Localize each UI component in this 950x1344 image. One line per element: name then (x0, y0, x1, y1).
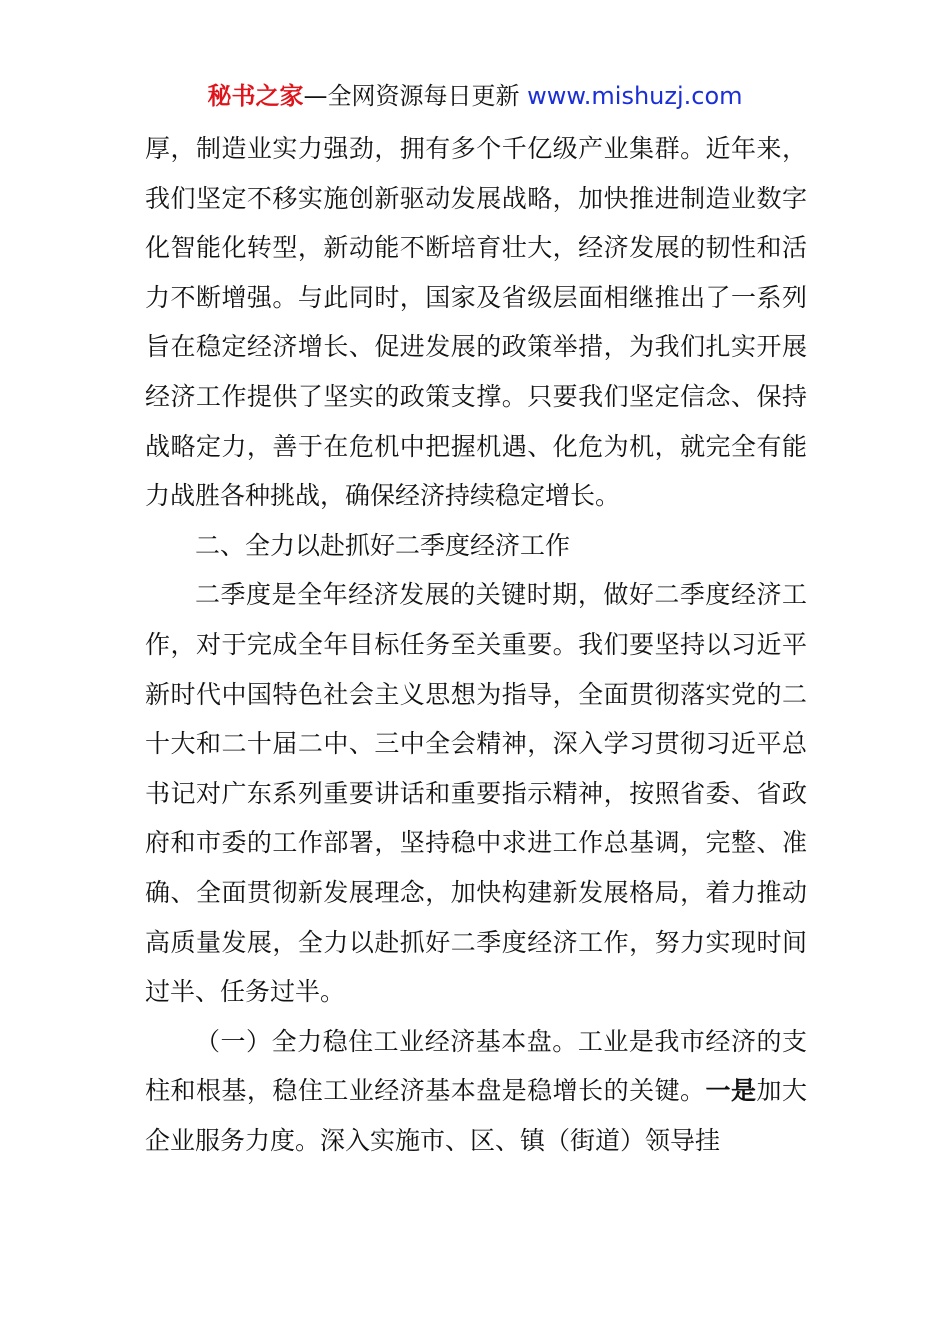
paragraph-continuation: 厚，制造业实力强劲，拥有多个千亿级产业集群。近年来，我们坚定不移实施创新驱动发展战略，加快推进制造业数字化智能化转型，新动能不断培育壮大，经济发展的韧性和活力不断增强。与此同时，国家及省级层面相继推出了一系列旨在稳定经济增长、促进发展的政策举措，为我们扎实开展经济工作提供了坚实的政策支撑。只要我们坚定信念、保持战略定力，善于在危机中把握机遇、化危为机，就完全有能力战胜各种挑战，确保经济持续稳定增长。 (145, 134, 807, 511)
paragraph-industry-text-2: 加大企业服务力度。深入实施市、区、镇（街道）领导挂 (145, 1076, 807, 1155)
header-brand: 秘书之家 (207, 82, 304, 110)
paragraph-industry-bold: 一是 (705, 1076, 757, 1106)
paragraph-q2-work: 二季度是全年经济发展的关键时期，做好二季度经济工作，对于完成全年目标任务至关重要。我们要坚持以习近平新时代中国特色社会主义思想为指导，全面贯彻落实党的二十大和二十届二中、三中全会精神，深入学习贯彻习近平总书记对广东系列重要讲话和重要指示精神，按照省委、省政府和市委的工作部署，坚持稳中求进工作总基调，完整、准确、全面贯彻新发展理念，加快构建新发展格局，着力推动高质量发展，全力以赴抓好二季度经济工作，努力实现时间过半、任务过半。 (145, 580, 807, 1007)
header-tagline: —全网资源每日更新 (303, 82, 528, 110)
page-header (0, 78, 950, 114)
document-body (145, 124, 807, 1165)
section-heading: 二、全力以赴抓好二季度经济工作 (195, 530, 571, 560)
header-url-link[interactable]: www.mishuzj.com (527, 82, 743, 110)
paragraph-industry-text-1: （一）全力稳住工业经济基本盘。工业是我市经济的支柱和根基，稳住工业经济基本盘是稳增长的关键。 (145, 1026, 807, 1106)
paragraph-industry (145, 1017, 807, 1166)
